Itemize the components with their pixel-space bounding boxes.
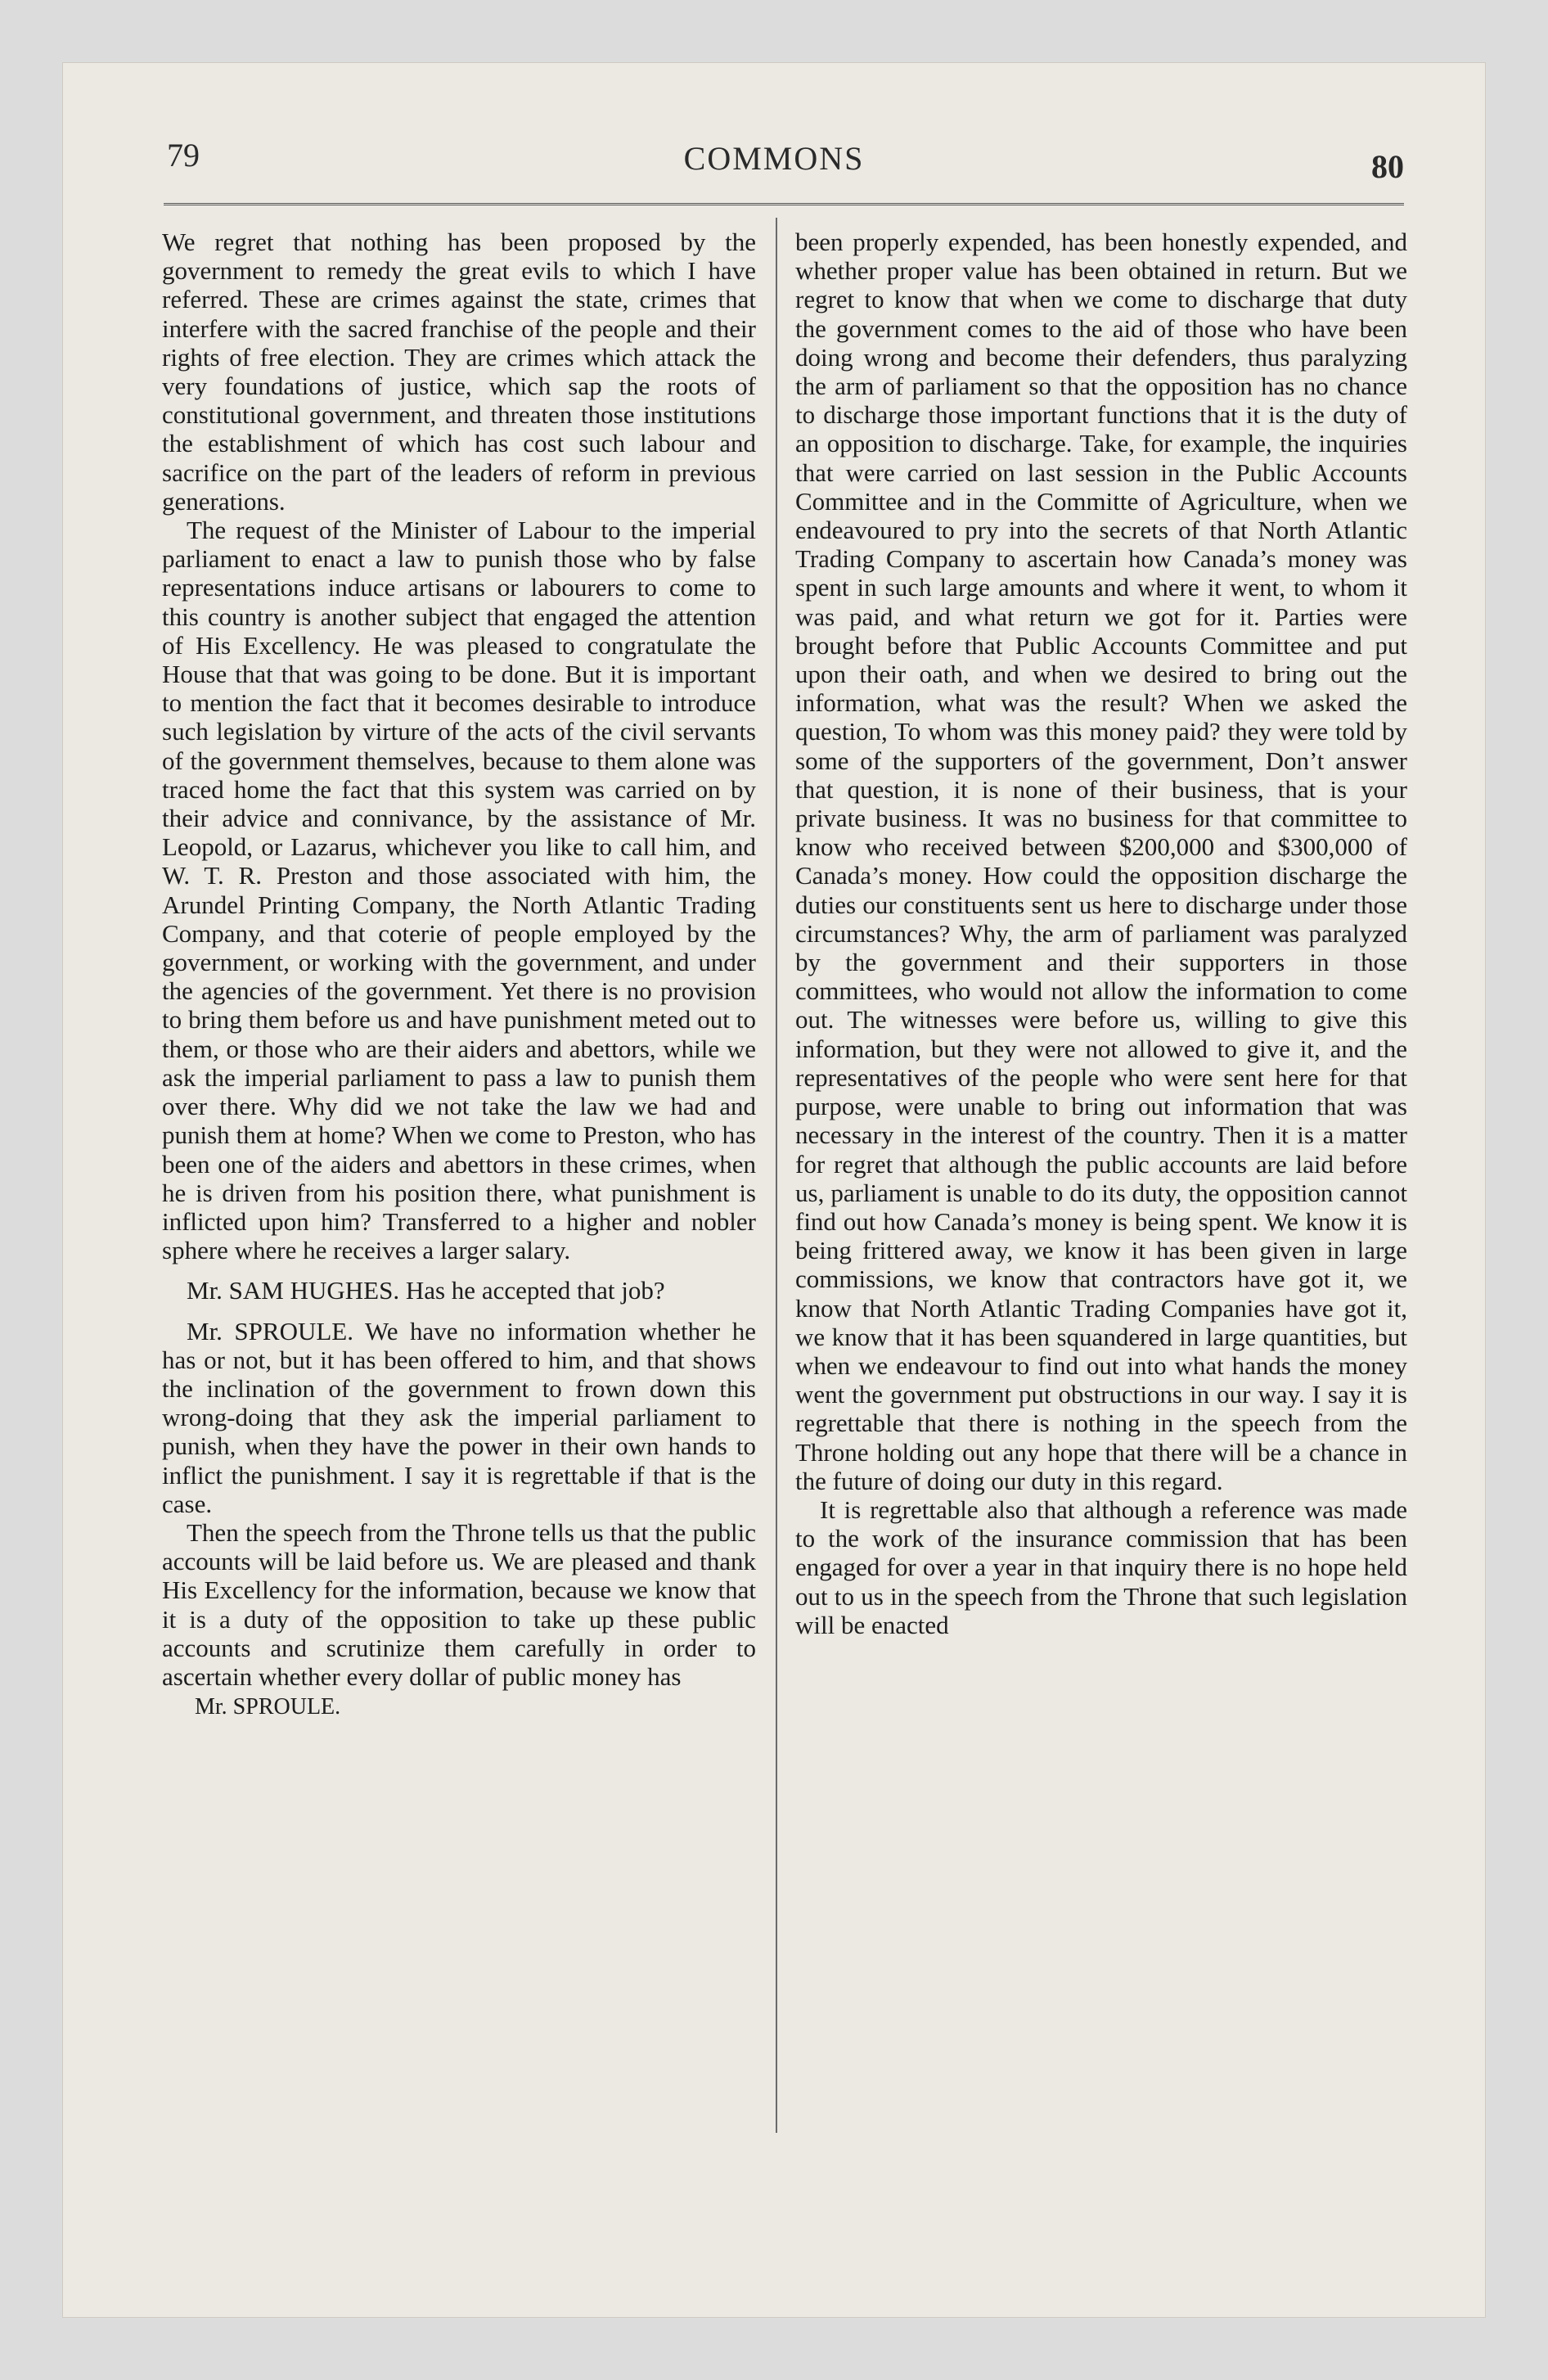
page-number-right: 80: [1371, 148, 1404, 185]
header-rule: [164, 203, 1404, 205]
speaker-paragraph: Mr. SAM HUGHES. Has he accepted that job?: [187, 1276, 665, 1305]
running-head: COMMONS: [683, 140, 865, 177]
page-header: [62, 62, 1486, 218]
paragraph: It is regrettable also that although a reference was made to the work of the insurance commission that has been engaged for over a year in that inquiry there is no hope held out to us in the speech from the Throne that such legislation will be enacted: [795, 1494, 1407, 1639]
paragraph: The request of the Minister of Labour to the imperial parliament to enact a law to punish those who by false representations induce artisans or labourers to come to this country is another subject that engaged the attention of His Excellency. He was pleased to congratulate the House that that was going to be done. But it is important to mention the fact that it becomes desirable to introduce such legislation by virture of the acts of the civil servants of the government themselves, because to them alone was traced home the fact that this system was carried on by their advice and connivance, by the assistance of Mr. Leopold, or Lazarus, whichever you like to call him, and W. T. R. Preston and those associated with him, the Arundel Printing Company, the North Atlantic Trading Company, and that coterie of people employed by the government, or working with the government, and under the agencies of the government. Yet there is no provision to bring them before us and have punishment meted out to them, or those who are their aiders and abettors, while we ask the imperial parliament to pass a law to punish them over there. Why did we not take the law we had and punish them at home? When we come to Preston, who has been one of the aiders and abettors in these crimes, when he is driven from his position there, what punishment is inflicted upon him? Transferred to a higher and nobler sphere where he receives a larger salary.: [162, 516, 756, 1265]
paragraph: been properly expended, has been honestly expended, and whether proper value has been obtained in return. But we regret to know that when we come to discharge that duty the government comes to the aid of those who have been doing wrong and become their defenders, thus paralyzing the arm of parliament so that the opposition has no chance to discharge those important functions that it is the duty of an opposition to discharge. Take, for example, the inquiries that were carried on last session in the Public Accounts Committee and in the Committe of Agriculture, when we endeavoured to pry into the secrets of that North Atlantic Trading Company to ascertain how Canada’s money was spent in such large amounts and where it went, to whom it was paid, and what return we got for it. Parties were brought before that Public Accounts Committee and put upon their oath, and when we desired to bring out the information, what was the result? When we asked the question, To whom was this money paid? they were told by some of the supporters of the government, Don’t answer that question, it is none of their business, that is your private business. It was no business for that committee to know who received between $200,000 and $300,000 of Canada’s money. How could the opposition discharge the duties our constituents sent us here to discharge under those circumstances? Why, the arm of parliament was paralyzed by the government and their supporters in those committees, who would not allow the information to come out. The witnesses were before us, willing to give this information, but they were not allowed to give it, and the representatives of the people who were sent here for that purpose, were unable to bring out information that was necessary in the interest of the country. Then it is a matter for regret that although the public accounts are laid before us, parliament is unable to do its duty, the opposition cannot find out how Canada’s money is being spent. We know it is being frittered away, we know it has been given in large commissions, we know that contractors have got it, we know that North Atlantic Trading Companies have got it, we know that it has been squandered in large quantities, but when we endeavour to find out into what hands the money went the government put obstructions in our way. I say it is regrettable that there is nothing in the speech from the Throne holding out any hope that there will be a chance in the future of doing our duty in this regard.: [795, 228, 1407, 1495]
column-divider: [776, 218, 777, 2133]
hansard-page: [62, 62, 1486, 2318]
paragraph: We regret that nothing has been proposed by the government to remedy the great evils to which I have referred. These are crimes against the state, crimes that interfere with the sacred franchise of the people and their rights of free election. They are crimes which attack the very foundations of justice, which sap the roots of constitutional government, and threaten those institutions the establishment of which has cost such labour and sacrifice on the part of the leaders of reform in previous generations.: [162, 228, 756, 516]
page-number-left: 79: [167, 137, 200, 174]
right-column: [795, 228, 1407, 1639]
left-column: [162, 228, 756, 1721]
speaker-paragraph: Mr. SPROULE. We have no information whether he has or not, but it has been offered to him, and that shows the inclination of the government to frown down this wrong-doing that they ask the imperial parliament to punish, when they have the power in their own hands to inflict the punishment. I say it is regrettable if that is the case.: [162, 1316, 756, 1518]
paragraph: Then the speech from the Throne tells us that the public accounts will be laid before us. We are pleased and thank His Excellency for the information, because we know that it is a duty of the opposition to take up these public accounts and scrutinize them carefully in order to ascertain whether every dollar of public money has: [162, 1517, 756, 1691]
page-footer-speaker: Mr. SPROULE.: [195, 1694, 341, 1720]
